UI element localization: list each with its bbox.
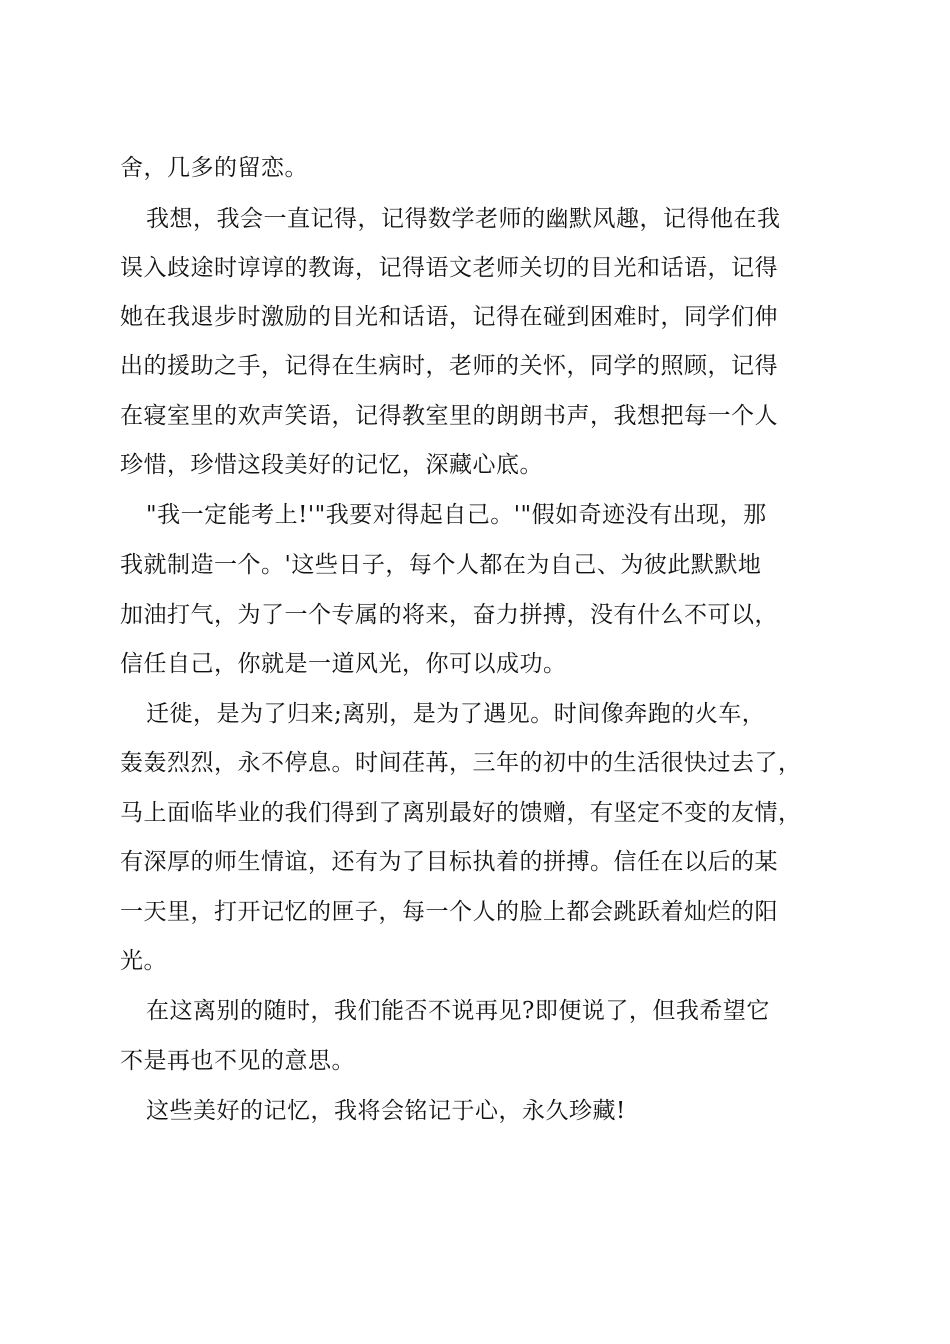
text-line: 出的援助之手，记得在生病时，老师的关怀，同学的照顾，记得 <box>120 353 778 379</box>
text-line: 舍，几多的留恋。 <box>120 155 308 181</box>
text-line: 珍惜，珍惜这段美好的记忆，深藏心底。 <box>120 452 543 478</box>
text-line: 我就制造一个。'这些日子，每个人都在为自己、为彼此默默地 <box>120 552 762 578</box>
text-line: 光。 <box>120 948 167 974</box>
text-line: 我想，我会一直记得，记得数学老师的幽默风趣，记得他在我 <box>146 206 781 232</box>
text-line: 轰轰烈烈，永不停息。时间荏苒，三年的初中的生活很快过去了， <box>120 750 802 776</box>
text-line: 迁徙，是为了归来;离别，是为了遇见。时间像奔跑的火车， <box>146 701 766 727</box>
text-line: 加油打气，为了一个专属的将来，奋力拼搏，没有什么不可以， <box>120 602 778 628</box>
text-line: 不是再也不见的意思。 <box>120 1048 355 1074</box>
text-line: 在寝室里的欢声笑语，记得教室里的朗朗书声，我想把每一个人 <box>120 403 778 429</box>
text-line: 误入歧途时谆谆的教诲，记得语文老师关切的目光和话语，记得 <box>120 255 778 281</box>
text-line: 这些美好的记忆，我将会铭记于心，永久珍藏! <box>146 1098 626 1124</box>
text-line: 信任自己，你就是一道风光，你可以成功。 <box>120 651 567 677</box>
text-line: 有深厚的师生情谊，还有为了目标执着的拼搏。信任在以后的某 <box>120 849 778 875</box>
text-line: 在这离别的随时，我们能否不说再见?即便说了，但我希望它 <box>146 998 770 1024</box>
text-line: 一天里，打开记忆的匣子，每一个人的脸上都会跳跃着灿烂的阳 <box>120 899 778 925</box>
text-line: 马上面临毕业的我们得到了离别最好的馈赠，有坚定不变的友情， <box>120 800 802 826</box>
text-line: 她在我退步时激励的目光和话语，记得在碰到困难时，同学们伸 <box>120 304 778 330</box>
text-line: "我一定能考上!'"我要对得起自己。'"假如奇迹没有出现，那 <box>146 502 767 528</box>
